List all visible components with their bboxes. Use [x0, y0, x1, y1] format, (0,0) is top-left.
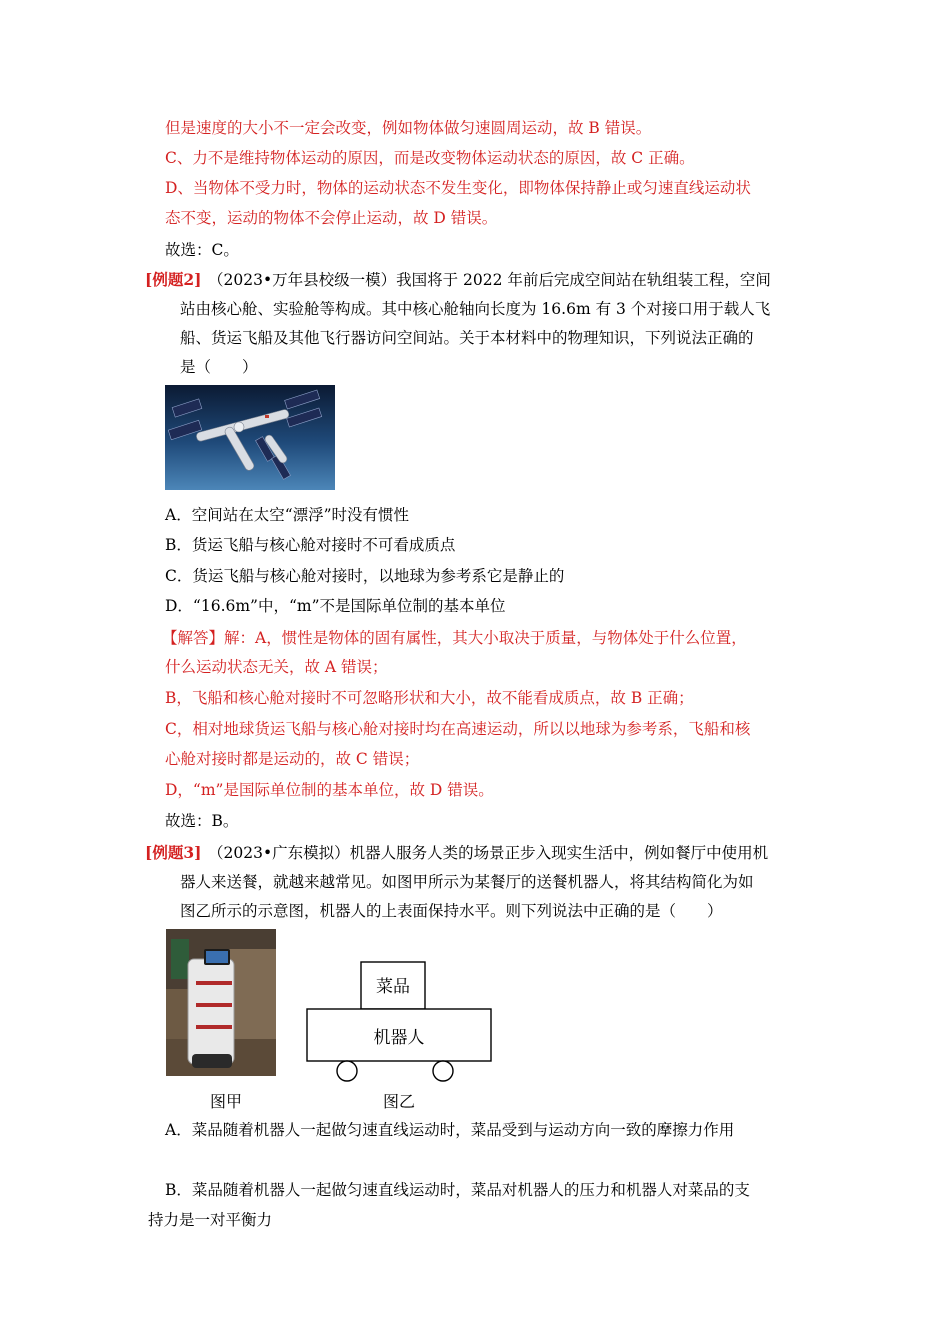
- answer-line: D、当物体不受力时，物体的运动状态不发生变化，即物体保持静止或匀速直线运动状: [165, 179, 751, 197]
- figure-caption-left: 图甲: [210, 1092, 243, 1111]
- robot-photo-illustration: [166, 929, 276, 1076]
- answer-line: 心舱对接时都是运动的，故 C 错误；: [165, 750, 420, 768]
- space-station-image: [165, 385, 335, 490]
- option-b: B．菜品随着机器人一起做匀速直线运动时，菜品对机器人的压力和机器人对菜品的支: [165, 1181, 750, 1199]
- answer-text: 解：A，惯性是物体的固有属性，其大小取决于质量，与物体处于什么位置，: [224, 629, 747, 647]
- option-a: A．空间站在太空“漂浮”时没有惯性: [165, 506, 410, 524]
- answer-line: 什么运动状态无关，故 A 错误；: [165, 658, 388, 676]
- question-line: 器人来送餐，就越来越常见。如图甲所示为某餐厅的送餐机器人，将其结构简化为如: [180, 873, 754, 891]
- option-b-continued: 持力是一对平衡力: [148, 1211, 273, 1229]
- option-b: B．货运飞船与核心舱对接时不可看成质点: [165, 536, 456, 554]
- option-d: D．“16.6m”中，“m”不是国际单位制的基本单位: [165, 597, 506, 615]
- wheel-left: [337, 1061, 357, 1081]
- robot-schematic: [300, 955, 500, 1085]
- question-line: 船、货运飞船及其他飞行器访问空间站。关于本材料中的物理知识，下列说法正确的: [180, 329, 754, 347]
- figure-caption-right: 图乙: [383, 1092, 416, 1111]
- answer-line: C、力不是维持物体运动的原因，而是改变物体运动状态的原因，故 C 正确。: [165, 149, 695, 167]
- example-label: [例题3]: [145, 843, 202, 862]
- question-line: 是（ ）: [180, 358, 258, 376]
- wheel-right: [433, 1061, 453, 1081]
- answer-line: 态不变，运动的物体不会停止运动，故 D 错误。: [165, 209, 498, 227]
- robot-label: 机器人: [373, 1028, 425, 1048]
- question-line: （2023•万年县校级一模）我国将于 2022 年前后完成空间站在轨组装工程，空间: [208, 271, 771, 289]
- answer-tag: 【解答】: [162, 629, 225, 647]
- option-c: C．货运飞船与核心舱对接时，以地球为参考系它是静止的: [165, 567, 565, 585]
- space-station-illustration: [165, 385, 335, 490]
- answer-line: [162, 628, 747, 648]
- food-label: 菜品: [376, 977, 410, 997]
- question-line: 图乙所示的示意图，机器人的上表面保持水平。则下列说法中正确的是（ ）: [180, 902, 723, 920]
- answer-line: C，相对地球货运飞船与核心舱对接时均在高速运动，所以以地球为参考系，飞船和核: [165, 720, 751, 738]
- option-a: A．菜品随着机器人一起做匀速直线运动时，菜品受到与运动方向一致的摩擦力作用: [165, 1121, 735, 1139]
- choice-line: 故选：C。: [165, 241, 239, 259]
- robot-photo: [166, 929, 276, 1076]
- answer-line: B，飞船和核心舱对接时不可忽略形状和大小，故不能看成质点，故 B 正确；: [165, 689, 694, 707]
- question-line: （2023•广东模拟）机器人服务人类的场景正步入现实生活中，例如餐厅中使用机: [208, 844, 769, 862]
- answer-line: 但是速度的大小不一定会改变，例如物体做匀速圆周运动，故 B 错误。: [165, 119, 652, 137]
- question-line: 站由核心舱、实验舱等构成。其中核心舱轴向长度为 16.6m 有 3 个对接口用于载人飞: [180, 300, 771, 318]
- answer-line: D，“m”是国际单位制的基本单位，故 D 错误。: [165, 781, 494, 799]
- choice-line: 故选：B。: [165, 812, 239, 830]
- example-label: [例题2]: [145, 270, 202, 289]
